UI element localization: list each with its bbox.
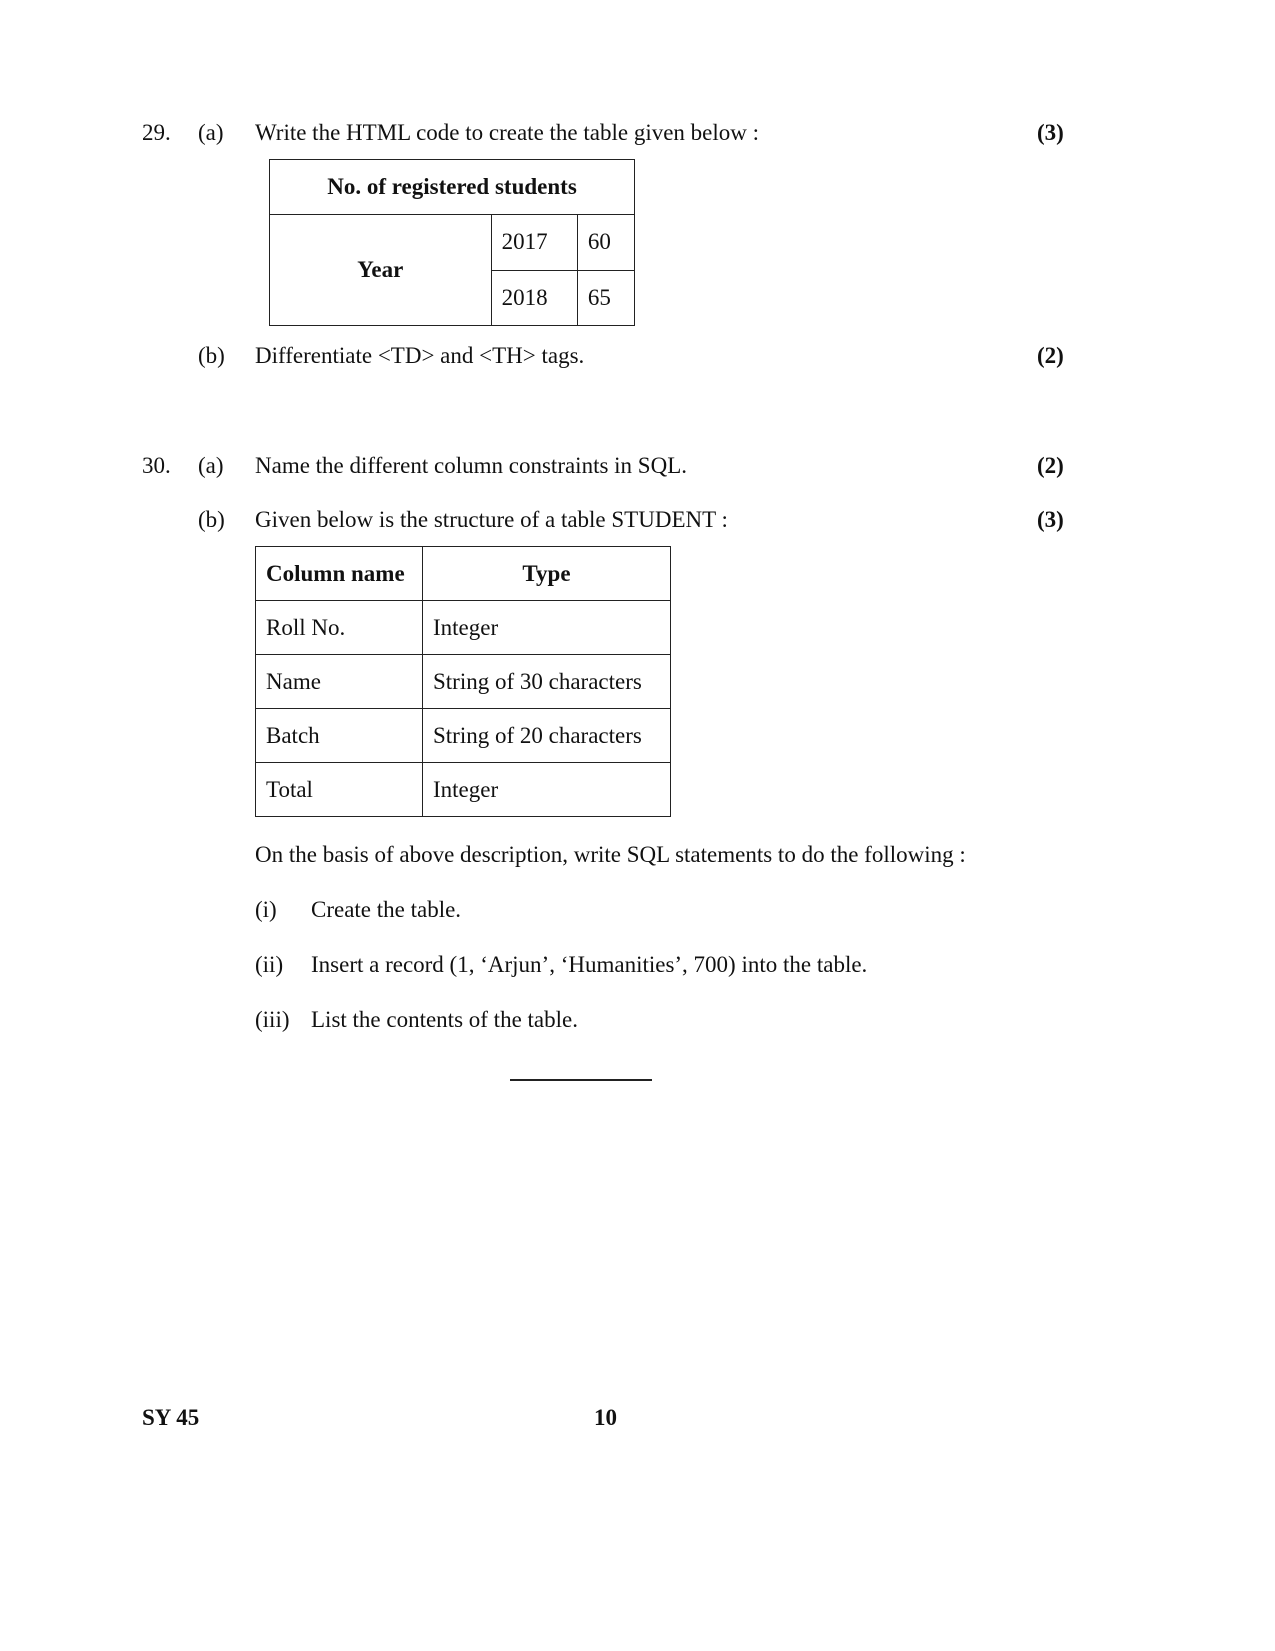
table-row	[256, 601, 671, 655]
q29-part-b-text: Differentiate <TD> and <TH> tags.	[255, 343, 585, 368]
year-cell: 2018	[491, 270, 577, 326]
question-number-29: 29.	[142, 120, 171, 145]
q30-instruction: On the basis of above description, write SQL statements to do the following :	[255, 842, 966, 867]
table-cell: Total	[256, 763, 423, 817]
column-header: Type	[423, 547, 671, 601]
table-cell: Integer	[423, 601, 671, 655]
table-cell: Name	[256, 655, 423, 709]
q29-part-a-text: Write the HTML code to create the table given below :	[255, 120, 760, 145]
subpart-text: Create the table.	[311, 897, 462, 922]
q30-part-a-text: Name the different column constraints in SQL.	[255, 453, 688, 478]
table-cell: Batch	[256, 709, 423, 763]
table-row	[256, 655, 671, 709]
q29-part-b-label: (b)	[198, 343, 225, 368]
table-header-cell: No. of registered students	[270, 160, 635, 215]
q30-part-a-label: (a)	[198, 453, 224, 478]
table-row	[256, 709, 671, 763]
column-header: Column name	[256, 547, 423, 601]
q30-part-b-marks: (3)	[1037, 507, 1064, 532]
q30-part-b-text: Given below is the structure of a table STUDENT :	[255, 507, 728, 532]
subpart-label: (ii)	[255, 952, 284, 977]
table-header-row	[256, 547, 671, 601]
question-number-30: 30.	[142, 453, 171, 478]
subpart-text: Insert a record (1, ‘Arjun’, ‘Humanities’, 700) into the table.	[311, 952, 868, 977]
end-divider	[510, 1079, 652, 1081]
count-cell: 65	[577, 270, 634, 326]
registered-students-table	[269, 159, 635, 326]
q29-part-b-marks: (2)	[1037, 343, 1064, 368]
q30-part-a-marks: (2)	[1037, 453, 1064, 478]
table-cell: String of 20 characters	[423, 709, 671, 763]
table-row	[256, 763, 671, 817]
table-cell: String of 30 characters	[423, 655, 671, 709]
q30-part-b-label: (b)	[198, 507, 225, 532]
table-row	[270, 215, 635, 271]
footer-code: SY 45	[142, 1405, 200, 1430]
q29-part-a-marks: (3)	[1037, 120, 1064, 145]
year-label-cell: Year	[270, 215, 492, 326]
table-cell: Roll No.	[256, 601, 423, 655]
subpart-label: (i)	[255, 897, 277, 922]
subpart-text: List the contents of the table.	[311, 1007, 578, 1032]
q29-part-a-label: (a)	[198, 120, 224, 145]
student-structure-table	[255, 546, 671, 817]
count-cell: 60	[577, 215, 634, 271]
page-number: 10	[594, 1405, 617, 1430]
subpart-label: (iii)	[255, 1007, 290, 1032]
table-cell: Integer	[423, 763, 671, 817]
year-cell: 2017	[491, 215, 577, 271]
